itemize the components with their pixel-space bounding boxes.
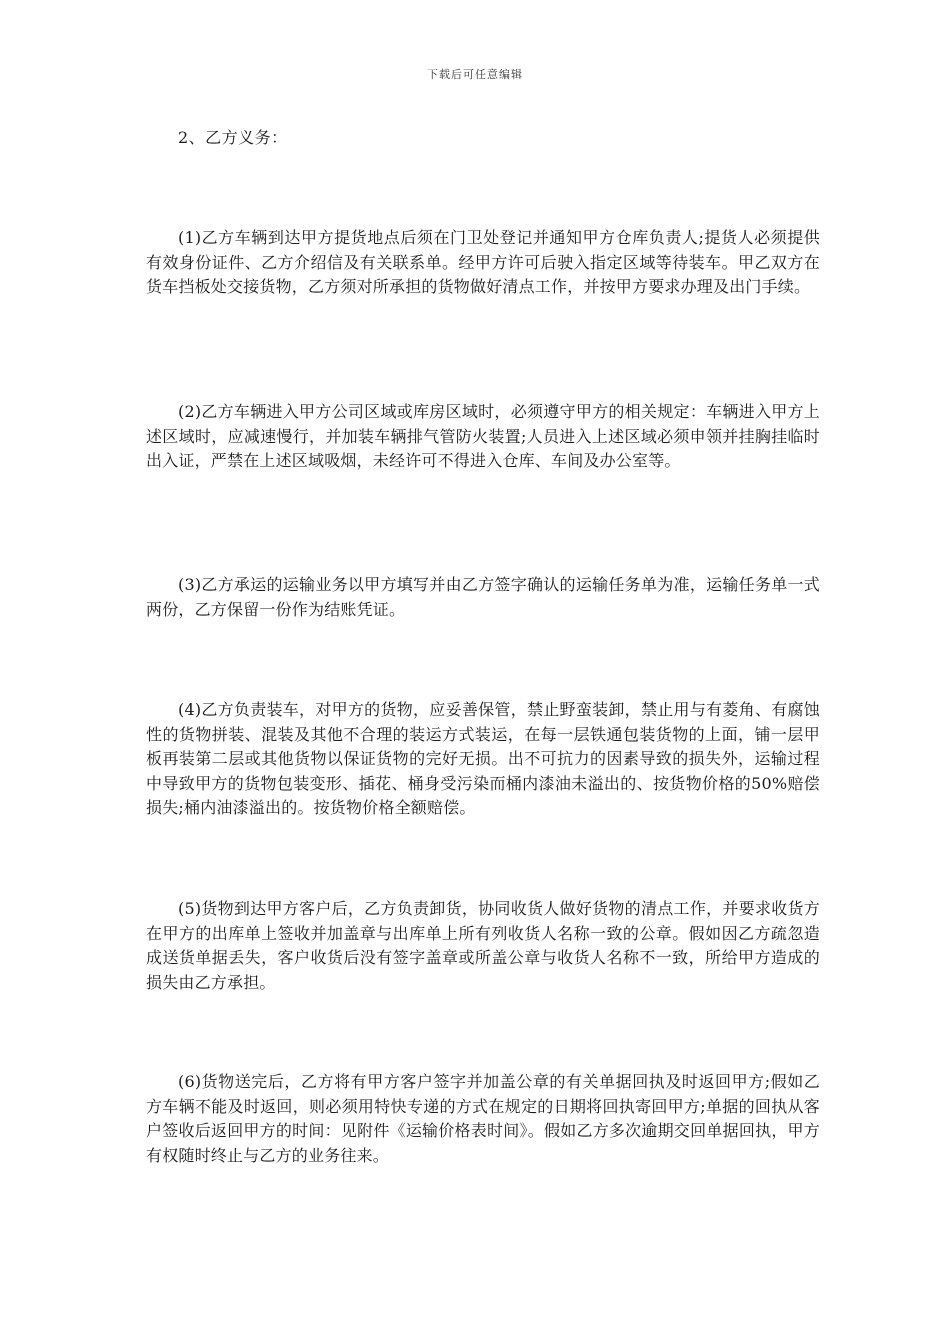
section-title: 2、乙方义务： — [178, 128, 288, 147]
paragraph-1: (1)乙方车辆到达甲方提货地点后须在门卫处登记并通知甲方仓库负责人;提货人必须提供有效身份证件、乙方介绍信及有关联系单。经甲方许可后驶入指定区域等待装车。甲乙双方在货车挡板处交接货物，乙方须对所承担的货物做好清点工作，并按甲方要求办理及出门手续。 — [146, 228, 820, 297]
paragraph-3: (3)乙方承运的运输业务以甲方填写并由乙方签字确认的运输任务单为准，运输任务单一式两份，乙方保留一份作为结账凭证。 — [146, 575, 820, 619]
paragraph-2: (2)乙方车辆进入甲方公司区域或库房区域时，必须遵守甲方的相关规定：车辆进入甲方上述区域时，应减速慢行，并加装车辆排气管防火装置;人员进入上述区域必须申领并挂胸挂临时出入证，严禁在上述区域吸烟，未经许可不得进入仓库、车间及办公室等。 — [146, 402, 820, 471]
paragraph-4: (4)乙方负责装车，对甲方的货物，应妥善保管，禁止野蛮装卸，禁止用与有菱角、有腐蚀性的货物拼装、混装及其他不合理的装运方式装运，在每一层铁通包装货物的上面，铺一层甲板再装第二层或其他货物以保证货物的完好无损。出不可抗力的因素导致的损失外，运输过程中导致甲方的货物包装变形、插花、桶身受污染而桶内漆油未溢出的、按货物价格的50%赔偿损失;桶内油漆溢出的。按货物价格全额赔偿。 — [146, 700, 820, 818]
paragraph-6: (6)货物送完后，乙方将有甲方客户签字并加盖公章的有关单据回执及时返回甲方;假如乙方车辆不能及时返回，则必须用特快专递的方式在规定的日期将回执寄回甲方;单据的回执从客户签收后返回甲方的时间：见附件《运输价格表时间》。假如乙方多次逾期交回单据回执，甲方有权随时终止与乙方的业务往来。 — [146, 1072, 820, 1165]
page-header-note: 下载后可任意编辑 — [427, 68, 523, 81]
paragraph-5: (5)货物到达甲方客户后，乙方负责卸货，协同收货人做好货物的清点工作，并要求收货方在甲方的出库单上签收并加盖章与出库单上所有列收货人名称一致的公章。假如因乙方疏忽造成送货单据丢失，客户收货后没有签字盖章或所盖公章与收货人名称不一致，所给甲方造成的损失由乙方承担。 — [146, 899, 820, 992]
